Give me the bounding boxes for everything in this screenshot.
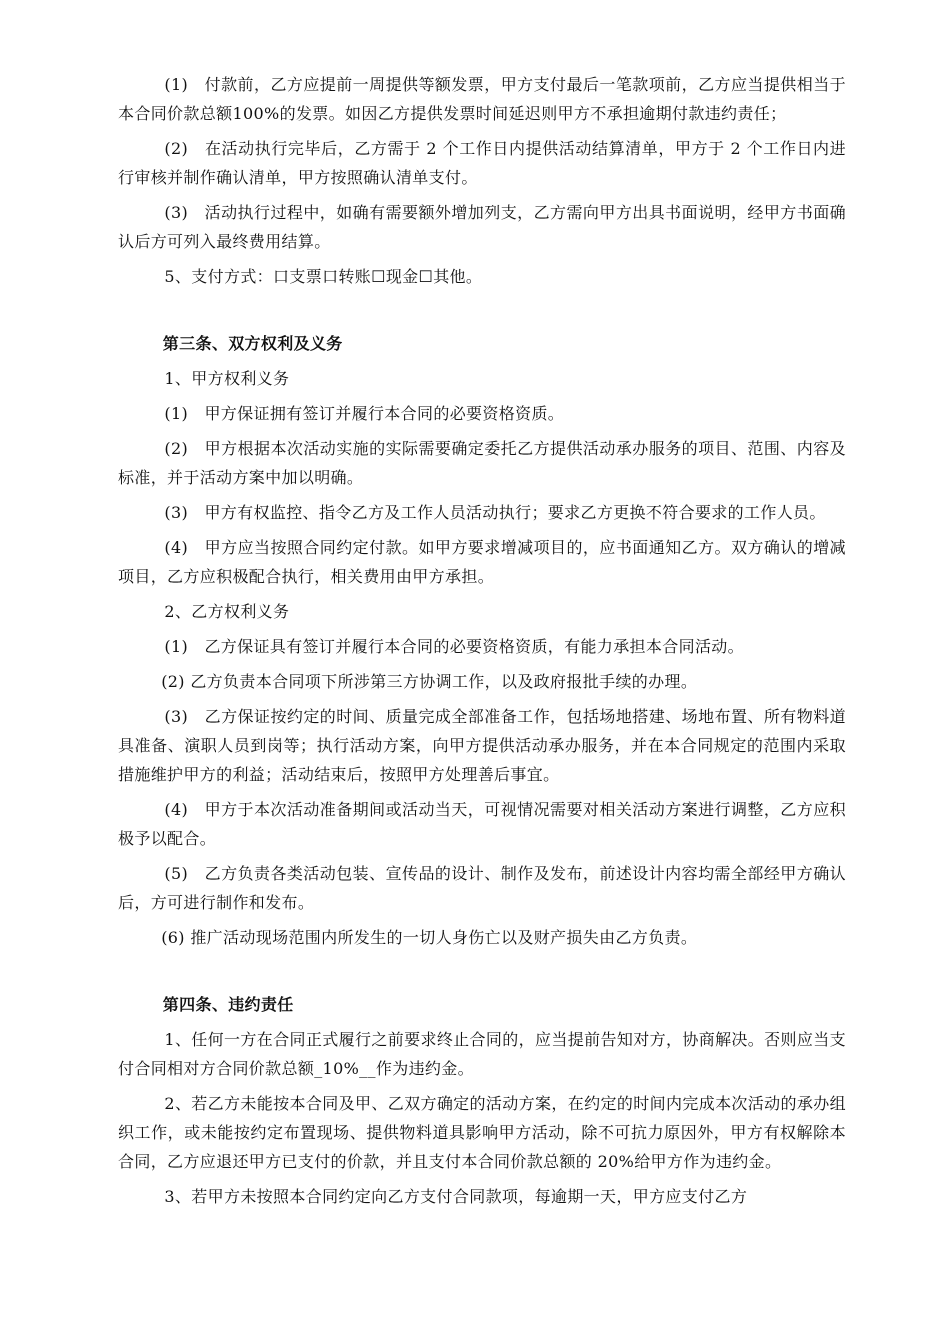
party-b-item-1: (1) 乙方保证具有签订并履行本合同的必要资格资质，有能力承担本合同活动。 [164, 637, 745, 656]
liability-item-2: 2、若乙方未能按本合同及甲、乙双方确定的活动方案，在约定的时间内完成本次活动的承办组织工作，或未能按约定布置现场、提供物料道具影响甲方活动，除不可抗力原因外，甲方有权解除本合同，乙方应退还甲方已支付的价款，并且支付本合同价款总额的 20%给甲方作为违约金。 [118, 1094, 846, 1171]
party-b-item-5: (5) 乙方负责各类活动包装、宣传品的设计、制作及发布，前述设计内容均需全部经甲方确认后，方可进行制作和发布。 [118, 864, 846, 912]
article-3-title: 第三条、双方权利及义务 [162, 334, 343, 353]
payment-item-2: (2) 在活动执行完毕后，乙方需于 2 个工作日内提供活动结算清单，甲方于 2 个工作日内进行审核并制作确认清单，甲方按照确认清单支付。 [118, 139, 846, 187]
party-a-item-1: (1) 甲方保证拥有签订并履行本合同的必要资格资质。 [164, 404, 565, 423]
party-b-item-3: (3) 乙方保证按约定的时间、质量完成全部准备工作，包括场地搭建、场地布置、所有物料道具准备、演职人员到岗等；执行活动方案，向甲方提供活动承办服务，并在本合同规定的范围内采取措施维护甲方的利益；活动结束后，按照甲方处理善后事宜。 [118, 707, 846, 784]
liability-item-1: 1、任何一方在合同正式履行之前要求终止合同的，应当提前告知对方，协商解决。否则应当支付合同相对方合同价款总额_10%__作为违约金。 [118, 1030, 846, 1078]
article-4-title: 第四条、违约责任 [162, 995, 294, 1014]
payment-item-3: (3) 活动执行过程中，如确有需要额外增加列支，乙方需向甲方出具书面说明，经甲方书面确认后方可列入最终费用结算。 [118, 203, 846, 251]
party-b-item-6: (6) 推广活动现场范围内所发生的一切人身伤亡以及财产损失由乙方负责。 [161, 928, 698, 947]
party-a-heading: 1、甲方权利义务 [164, 369, 290, 388]
party-b-item-2: (2) 乙方负责本合同项下所涉第三方协调工作，以及政府报批手续的办理。 [161, 672, 698, 691]
party-a-item-2: (2) 甲方根据本次活动实施的实际需要确定委托乙方提供活动承办服务的项目、范围、内容及标准，并于活动方案中加以明确。 [118, 439, 846, 487]
liability-item-3: 3、若甲方未按照本合同约定向乙方支付合同款项，每逾期一天，甲方应支付乙方 [164, 1187, 748, 1206]
party-b-item-4: (4) 甲方于本次活动准备期间或活动当天，可视情况需要对相关活动方案进行调整，乙方应积极予以配合。 [118, 800, 846, 848]
party-b-heading: 2、乙方权利义务 [164, 602, 290, 621]
payment-method: 5、支付方式：口支票口转账☐现金☐其他。 [164, 267, 483, 286]
document-body [118, 70, 846, 1211]
payment-item-1: (1) 付款前，乙方应提前一周提供等额发票，甲方支付最后一笔款项前，乙方应当提供相当于本合同价款总额100%的发票。如因乙方提供发票时间延迟则甲方不承担逾期付款违约责任； [118, 75, 846, 123]
party-a-item-4: (4) 甲方应当按照合同约定付款。如甲方要求增减项目的，应书面通知乙方。双方确认的增减项目，乙方应积极配合执行，相关费用由甲方承担。 [118, 538, 846, 586]
party-a-item-3: (3) 甲方有权监控、指令乙方及工作人员活动执行；要求乙方更换不符合要求的工作人员。 [164, 503, 826, 522]
